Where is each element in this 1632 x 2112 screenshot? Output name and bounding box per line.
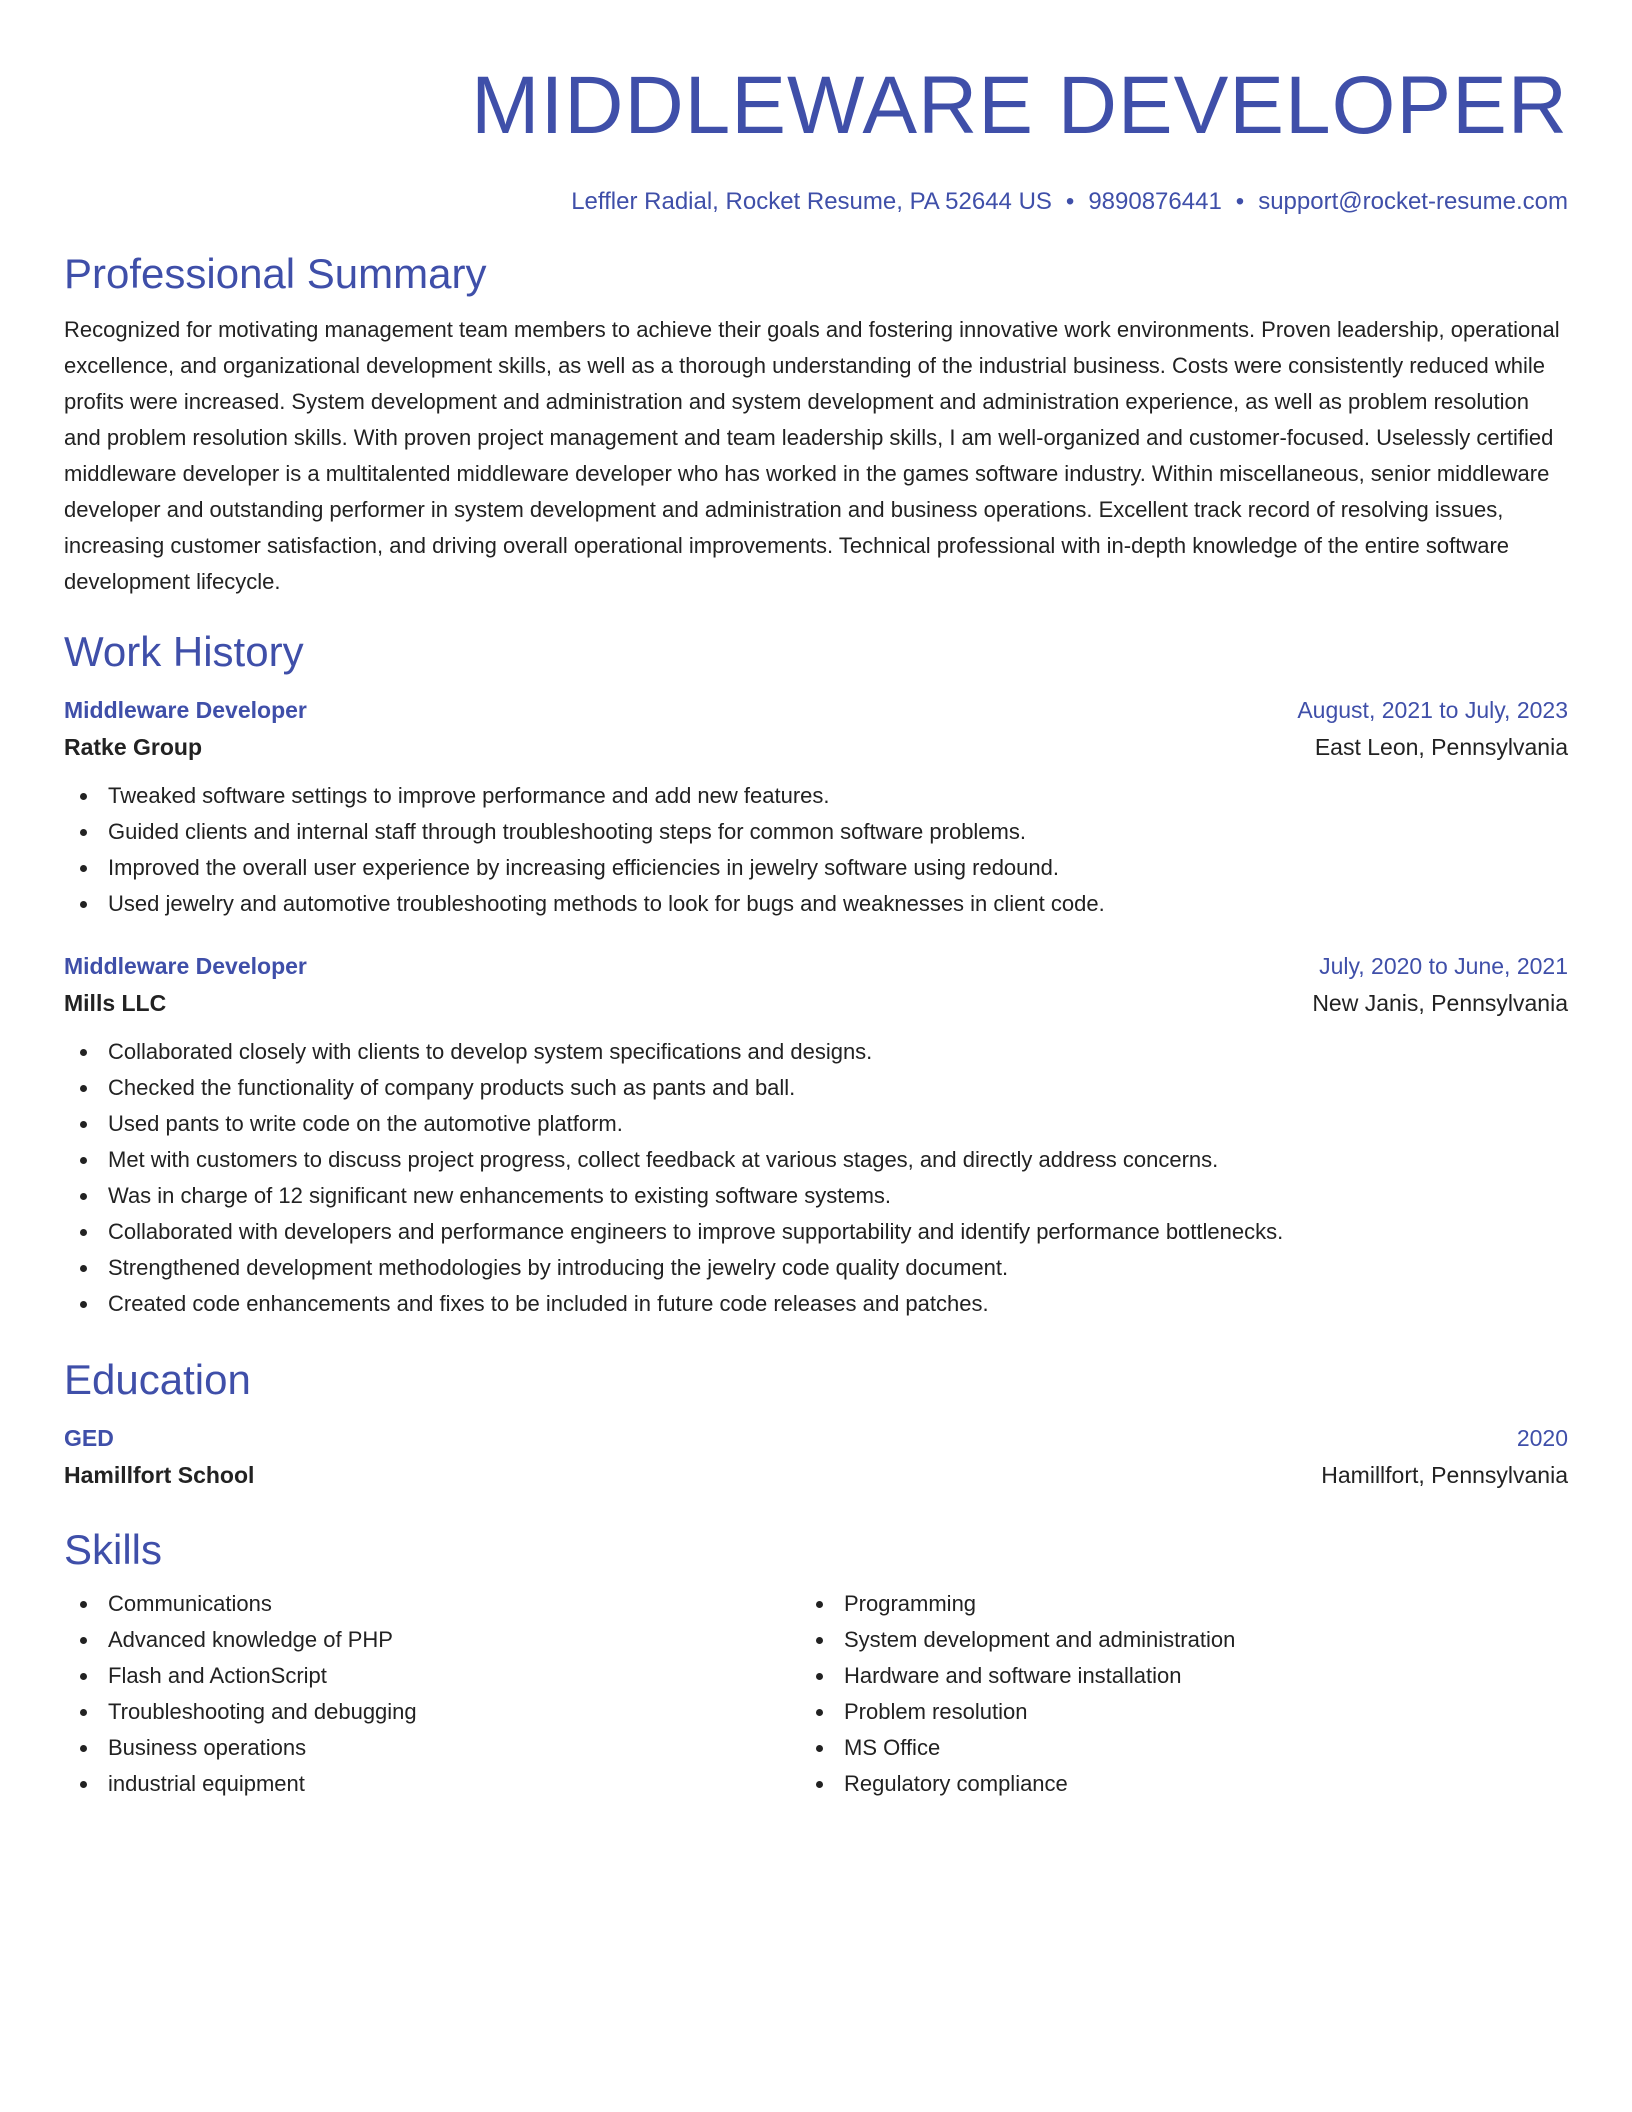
skill-text: Communications [108,1591,272,1616]
bullet-icon [80,865,87,872]
education-section [64,1354,1568,1494]
list-item [64,1694,800,1730]
contact-address: Leffler Radial, Rocket Resume, PA 52644 US [571,188,1052,215]
list-item [64,850,1568,886]
bullet-icon [816,1781,823,1788]
skills-list [800,1586,1536,1802]
job-entry [64,692,1568,922]
bullet-icon [80,1601,87,1608]
list-item [64,1214,1568,1250]
list-item [64,778,1568,814]
skill-text: Business operations [108,1735,307,1760]
list-item [64,1178,1568,1214]
job-entry [64,948,1568,1322]
skills-column-right [800,1586,1536,1802]
bullet-icon [80,1781,87,1788]
education-heading: Education [64,1356,251,1403]
job-location: New Janis, Pennsylvania [1312,990,1568,1016]
bullet-icon [80,1301,87,1308]
skill-text: Programming [844,1591,977,1616]
list-item [800,1766,1536,1802]
contact-separator: • [1065,188,1075,215]
bullet-icon [80,1085,87,1092]
bullet-icon [80,793,87,800]
job-company: Ratke Group [64,734,203,760]
summary-section [64,248,1568,600]
skill-text: Troubleshooting and debugging [108,1699,417,1724]
education-location: Hamillfort, Pennsylvania [1321,1462,1568,1488]
skill-text: Problem resolution [844,1699,1028,1724]
bullet-text: Collaborated with developers and performance engineers to improve supportability and identify performance bottlenecks. [108,1219,1284,1244]
bullet-icon [816,1745,823,1752]
bullet-icon [816,1709,823,1716]
bullet-text: Guided clients and internal staff through troubleshooting steps for common software problems. [108,819,1026,844]
summary-heading: Professional Summary [64,250,487,297]
list-item [64,1142,1568,1178]
list-item [64,886,1568,922]
bullet-icon [816,1673,823,1680]
list-item [64,1730,800,1766]
list-item [64,814,1568,850]
skill-text: MS Office [844,1735,941,1760]
bullet-icon [80,1709,87,1716]
contact-email[interactable]: support@rocket-resume.com [1258,188,1568,215]
skill-text: Regulatory compliance [844,1771,1068,1796]
skills-section [64,1524,1568,1802]
list-item [64,1766,800,1802]
skill-text: Flash and ActionScript [108,1663,327,1688]
bullet-icon [80,1121,87,1128]
list-item [800,1622,1536,1658]
bullet-text: Was in charge of 12 significant new enhancements to existing software systems. [108,1183,892,1208]
summary-text: Recognized for motivating management team members to achieve their goals and fostering innovative work environments. Proven leadership, operational excellence, and organizational development skills, as well as a thorough understanding of the industrial business. Costs were consistently reduced while profits were increased. System development and administration and system development and administration experience, as well as problem resolution and problem resolution skills. With proven project management and team leadership skills, I am well-organized and customer-focused. Uselessly certified middleware developer is a multitalented middleware developer who has worked in the games software industry. Within miscellaneous, senior middleware developer and outstanding performer in system development and administration and business operations. Excellent track record of resolving issues, increasing customer satisfaction, and driving overall operational improvements. Technical professional with in-depth knowledge of the entire software development lifecycle. [64,317,1560,594]
bullet-text: Met with customers to discuss project progress, collect feedback at various stages, and directly address concerns. [108,1147,1219,1172]
bullet-icon [80,1673,87,1680]
skills-column-left [64,1586,800,1802]
skills-grid [64,1586,1568,1802]
job-bullets [64,1034,1568,1322]
bullet-icon [80,901,87,908]
list-item [64,1106,1568,1142]
bullet-icon [80,1745,87,1752]
education-school: Hamillfort School [64,1462,255,1488]
skill-text: System development and administration [844,1627,1236,1652]
list-item [64,1070,1568,1106]
job-company: Mills LLC [64,990,167,1016]
work-history-heading: Work History [64,628,304,675]
list-item [800,1730,1536,1766]
resume-title: MIDDLEWARE DEVELOPER [471,60,1568,151]
education-entry [64,1420,1568,1494]
education-degree: GED [64,1425,114,1451]
job-dates: August, 2021 to July, 2023 [1297,697,1568,723]
bullet-icon [816,1637,823,1644]
list-item [800,1658,1536,1694]
job-location: East Leon, Pennsylvania [1314,734,1568,760]
bullet-text: Strengthened development methodologies by introducing the jewelry code quality document. [108,1255,1009,1280]
bullet-text: Improved the overall user experience by increasing efficiencies in jewelry software using redound. [108,855,1059,880]
list-item [64,1034,1568,1070]
bullet-icon [80,1157,87,1164]
skill-text: Advanced knowledge of PHP [108,1627,393,1652]
work-history-section [64,626,1568,1322]
list-item [64,1250,1568,1286]
list-item [800,1694,1536,1730]
bullet-text: Checked the functionality of company products such as pants and ball. [108,1075,796,1100]
contact-phone: 9890876441 [1088,188,1222,215]
skills-heading: Skills [64,1526,163,1573]
skill-text: industrial equipment [108,1771,305,1796]
bullet-icon [80,1229,87,1236]
education-year: 2020 [1516,1425,1568,1451]
list-item [64,1586,800,1622]
list-item [64,1658,800,1694]
bullet-text: Collaborated closely with clients to develop system specifications and designs. [108,1039,873,1064]
skills-list [64,1586,800,1802]
bullet-icon [80,1265,87,1272]
bullet-icon [816,1601,823,1608]
bullet-icon [80,1637,87,1644]
bullet-text: Used pants to write code on the automotive platform. [108,1111,623,1136]
job-title: Middleware Developer [64,953,307,979]
skill-text: Hardware and software installation [844,1663,1182,1688]
bullet-icon [80,1049,87,1056]
contact-separator: • [1235,188,1245,215]
bullet-text: Created code enhancements and fixes to be included in future code releases and patches. [108,1291,989,1316]
job-bullets [64,778,1568,922]
job-title: Middleware Developer [64,697,307,723]
bullet-icon [80,829,87,836]
list-item [64,1622,800,1658]
bullet-text: Used jewelry and automotive troubleshooting methods to look for bugs and weaknesses in client code. [108,891,1105,916]
contact-line [64,186,1568,218]
bullet-text: Tweaked software settings to improve performance and add new features. [108,783,830,808]
bullet-icon [80,1193,87,1200]
list-item [64,1286,1568,1322]
job-dates: July, 2020 to June, 2021 [1319,953,1568,979]
list-item [800,1586,1536,1622]
